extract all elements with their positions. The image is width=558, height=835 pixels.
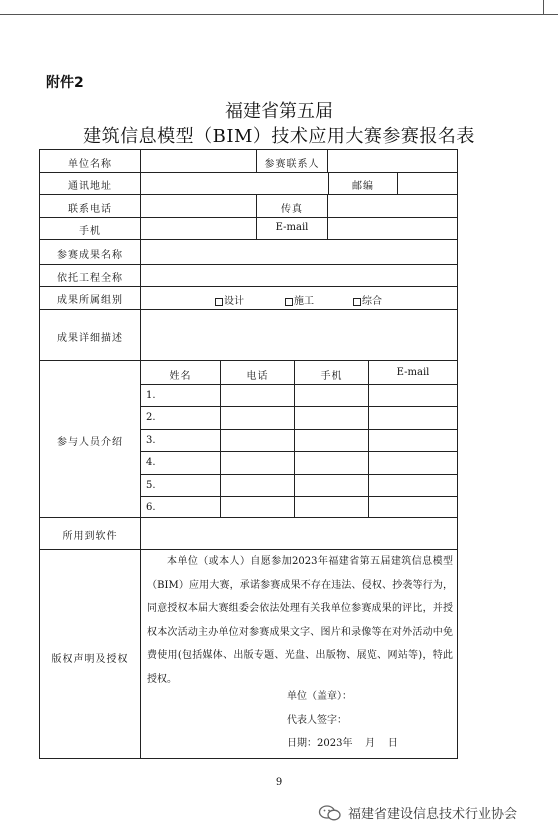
mobile-field[interactable] <box>141 218 255 239</box>
contact-person-field[interactable] <box>328 151 457 172</box>
subgrid-col <box>368 360 369 517</box>
subgrid-col <box>220 360 221 517</box>
fax-label: 传真 <box>281 204 303 215</box>
project-name-label: 依托工程全称 <box>57 273 123 284</box>
row-divider <box>40 360 457 361</box>
participant-row-number: 5. <box>146 480 156 491</box>
col-header-phone: 电话 <box>246 371 269 382</box>
mobile-label: 手机 <box>79 226 101 237</box>
copyright-statement: 本单位（或本人）自愿参加2023年福建省第五届建筑信息模型（BIM）应用大赛，承诺参赛成果不存在违法、侵权、抄袭等行为，同意授权本届大赛组委会依法处理有关我单位参赛成果的评比，并授权本次活动主办单位对参赛成果文字、图片和录像等在对外活动中免费使用(包括媒体、出版专题、光盘、出版物、展览、网站等)，特此授权。 <box>147 556 453 685</box>
fax-field[interactable] <box>328 195 457 217</box>
postcode-label: 邮编 <box>352 181 374 192</box>
group-option-design[interactable]: 设计 <box>215 292 244 307</box>
group-option-construction[interactable]: 施工 <box>285 292 314 307</box>
page-number: 9 <box>275 777 283 788</box>
page-top-border <box>0 0 558 15</box>
unit-name-label: 单位名称 <box>68 159 112 170</box>
unit-seal-label: 单位（盖章）： <box>287 691 352 702</box>
unit-name-field[interactable] <box>141 151 255 172</box>
contact-person-label: 参赛联系人 <box>264 159 320 170</box>
address-field[interactable] <box>141 173 327 194</box>
col-header-email: E-mail <box>396 367 430 378</box>
subgrid-divider <box>140 429 457 430</box>
result-name-label: 参赛成果名称 <box>57 250 123 261</box>
checkbox-icon <box>353 298 361 306</box>
checkbox-icon <box>215 298 223 306</box>
checkbox-icon <box>285 298 293 306</box>
postcode-field[interactable] <box>398 173 457 194</box>
wechat-icon <box>318 805 342 821</box>
representative-signature-label: 代表人签字： <box>287 715 347 726</box>
attachment-label: 附件2 <box>46 75 84 91</box>
group-option-comprehensive[interactable]: 综合 <box>353 292 382 307</box>
col-header-name: 姓名 <box>169 371 192 382</box>
group-label: 成果所属组别 <box>57 295 123 306</box>
description-label: 成果详细描述 <box>57 333 123 344</box>
registration-form <box>39 149 458 759</box>
copyright-label: 版权声明及授权 <box>51 654 129 665</box>
participant-row-number: 4. <box>146 457 156 468</box>
corner-mark <box>543 0 544 14</box>
result-name-field[interactable] <box>141 240 457 264</box>
project-name-field[interactable] <box>141 265 457 286</box>
participant-row-number: 3. <box>146 435 156 446</box>
email-field[interactable] <box>328 218 457 239</box>
email-label: E-mail <box>275 222 309 233</box>
signature-date: 日期：2023年 月 日 <box>287 738 398 749</box>
col-header-mobile: 手机 <box>320 371 343 382</box>
subgrid-col <box>294 360 295 517</box>
address-label: 通讯地址 <box>68 181 112 192</box>
phone-label: 联系电话 <box>68 204 112 215</box>
subgrid-divider <box>140 496 457 497</box>
phone-field[interactable] <box>141 195 255 217</box>
title-line-2: 建筑信息模型（BIM）技术应用大赛参赛报名表 <box>83 126 475 147</box>
subgrid-divider <box>140 384 457 385</box>
subgrid-divider <box>140 474 457 475</box>
watermark-text: 福建省建设信息技术行业协会 <box>348 807 518 822</box>
description-field[interactable] <box>141 310 457 360</box>
participant-row-number: 1. <box>146 390 156 401</box>
subgrid-divider <box>140 451 457 452</box>
title-line-1: 福建省第五届 <box>225 101 333 122</box>
row-divider <box>40 286 457 287</box>
watermark <box>318 803 517 822</box>
participant-row-number: 6. <box>146 502 156 513</box>
subgrid-divider <box>140 406 457 407</box>
participant-row-number: 2. <box>146 412 156 423</box>
participants-label: 参与人员介绍 <box>57 437 123 448</box>
software-label: 所用到软件 <box>62 531 118 542</box>
software-field[interactable] <box>141 518 457 549</box>
